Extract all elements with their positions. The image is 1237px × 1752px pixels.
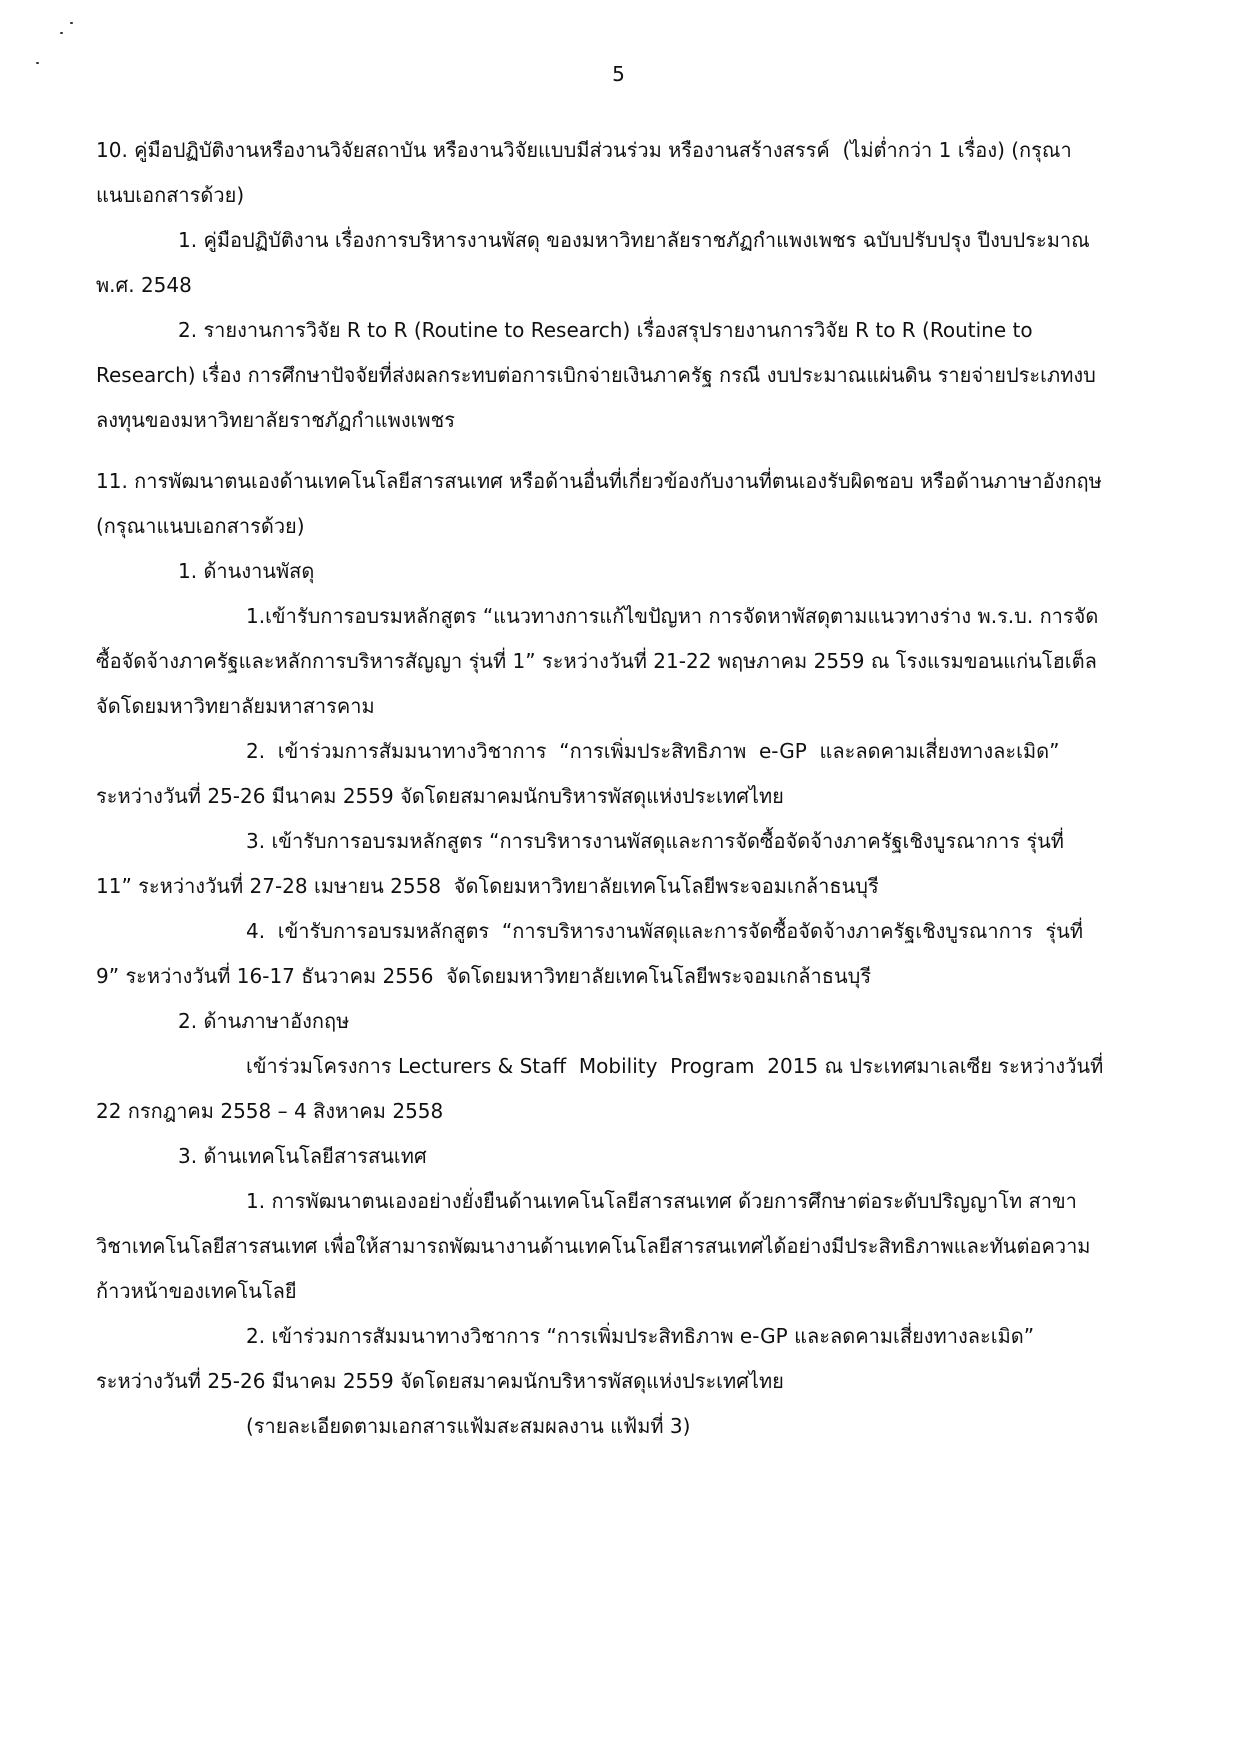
portfolio-note: (รายละเอียดตามเอกสารแฟ้มสะสมผลงาน แฟ้มที่ 3) [246, 1414, 691, 1438]
page-number: 5 [612, 62, 625, 86]
supply-item-1: 1.เข้ารับการอบรมหลักสูตร “แนวทางการแก้ไขปัญหา การจัดหาพัสดุตามแนวทางร่าง พ.ร.บ. การจัดซื้อจัดจ้างภาครัฐและหลักการบริหารสัญญา รุ่นที่ 1” ระหว่างวันที่ 21-22 พฤษภาคม 2559 ณ โรงแรมขอนแก่นโฮเต็ล จัดโดยมหาวิทยาลัยมหาสารคาม [96, 604, 1104, 718]
document-body [96, 128, 1110, 1449]
it-item-2: 2. เข้าร่วมการสัมมนาทางวิชาการ “การเพิ่มประสิทธิภาพ e-GP และลดคามเสี่ยงทางละเมิด” ระหว่างวันที่ 25-26 มีนาคม 2559 จัดโดยสมาคมนักบริหารพัสดุแห่งประเทศไทย [96, 1324, 1041, 1393]
supply-item-3: 3. เข้ารับการอบรมหลักสูตร “การบริหารงานพัสดุและการจัดซื้อจัดจ้างภาครัฐเชิงบูรณาการ รุ่นที่ 11” ระหว่างวันที่ 27-28 เมษายน 2558 จัดโดยมหาวิทยาลัยเทคโนโลยีพระจอมเกล้าธนบุรี [96, 829, 1071, 898]
english-subsection-title: 2. ด้านภาษาอังกฤษ [178, 1009, 350, 1033]
supply-item-4: 4. เข้ารับการอบรมหลักสูตร “การบริหารงานพัสดุและการจัดซื้อจัดจ้างภาครัฐเชิงบูรณาการ รุ่นที่ 9” ระหว่างวันที่ 16-17 ธันวาคม 2556 จัดโดยมหาวิทยาลัยเทคโนโลยีพระจอมเกล้าธนบุรี [96, 919, 1096, 988]
section-11-heading: 11. การพัฒนาตนเองด้านเทคโนโลยีสารสนเทศ หรือด้านอื่นที่เกี่ยวข้องกับงานที่ตนเองรับผิดชอบ หรือด้านภาษาอังกฤษ (กรุณาแนบเอกสารด้วย) [96, 469, 1109, 538]
section-10-heading: 10. คู่มือปฏิบัติงานหรืองานวิจัยสถาบัน หรืองานวิจัยแบบมีส่วนร่วม หรืองานสร้างสรรค์ (ไม่ต่ำกว่า 1 เรื่อง) (กรุณาแนบเอกสารด้วย) [96, 138, 1072, 207]
scan-speck [70, 22, 73, 24]
supply-item-2: 2. เข้าร่วมการสัมมนาทางวิชาการ “การเพิ่มประสิทธิภาพ e-GP และลดคามเสี่ยงทางละเมิด” ระหว่างวันที่ 25-26 มีนาคม 2559 จัดโดยสมาคมนักบริหารพัสดุแห่งประเทศไทย [96, 739, 1066, 808]
it-subsection-title: 3. ด้านเทคโนโลยีสารสนเทศ [178, 1144, 427, 1168]
section-10-item-2: 2. รายงานการวิจัย R to R (Routine to Research) เรื่องสรุปรายงานการวิจัย R to R (Routine to Research) เรื่อง การศึกษาปัจจัยที่ส่งผลกระทบต่อการเบิกจ่ายเงินภาครัฐ กรณี งบประมาณแผ่นดิน รายจ่ายประเภทงบลงทุนของมหาวิทยาลัยราชภัฏกำแพงเพชร [96, 318, 1096, 432]
it-item-1: 1. การพัฒนาตนเองอย่างยั่งยืนด้านเทคโนโลยีสารสนเทศ ด้วยการศึกษาต่อระดับปริญญาโท สาขาวิชาเทคโนโลยีสารสนเทศ เพื่อให้สามารถพัฒนางานด้านเทคโนโลยีสารสนเทศได้อย่างมีประสิทธิภาพและทันต่อความก้าวหน้าของเทคโนโลยี [96, 1189, 1091, 1303]
supply-subsection-title: 1. ด้านงานพัสดุ [178, 559, 315, 583]
english-item-1: เข้าร่วมโครงการ Lecturers & Staff Mobility Program 2015 ณ ประเทศมาเลเซีย ระหว่างวันที่ 22 กรกฎาคม 2558 – 4 สิงหาคม 2558 [96, 1054, 1110, 1123]
section-10-item-1: 1. คู่มือปฏิบัติงาน เรื่องการบริหารงานพัสดุ ของมหาวิทยาลัยราชภัฏกำแพงเพชร ฉบับปรับปรุง ปีงบประมาณ พ.ศ. 2548 [96, 228, 1097, 297]
scan-speck [60, 32, 63, 34]
